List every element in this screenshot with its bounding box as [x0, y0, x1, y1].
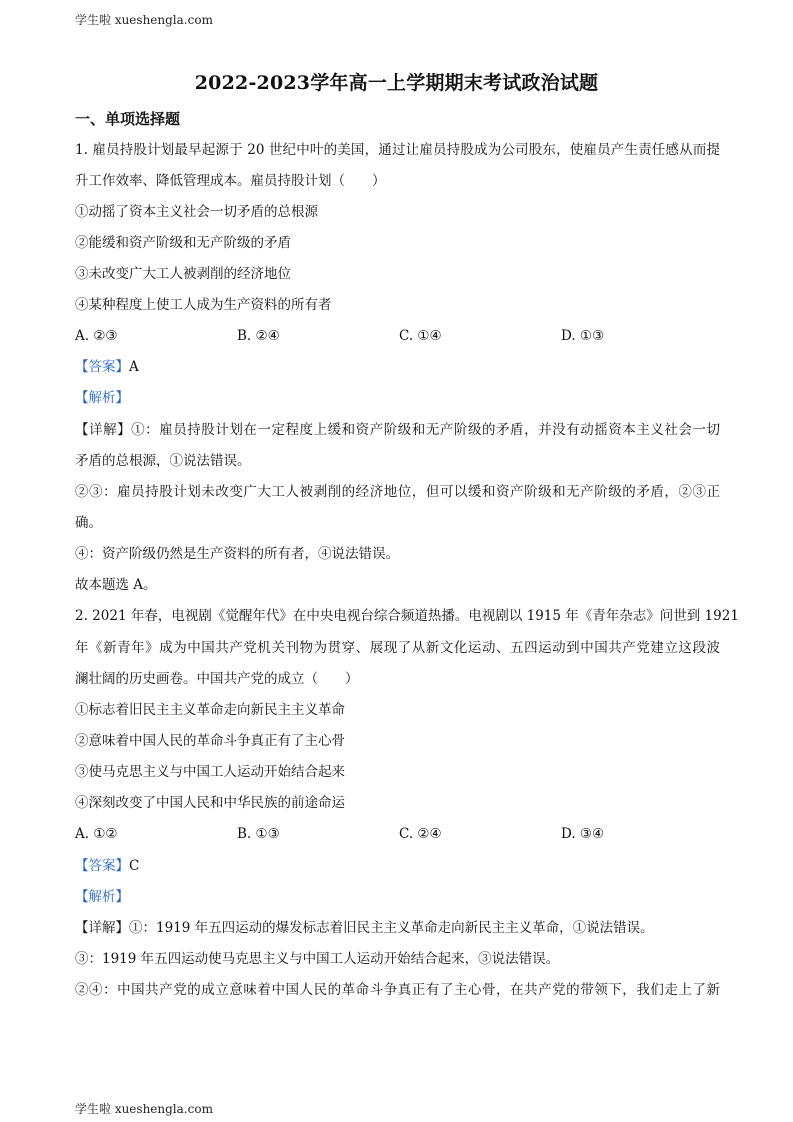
q2-option-a: A. ①② [75, 826, 118, 842]
q1-answer [75, 357, 720, 377]
q1-analysis-label: 【解析】 [75, 390, 129, 406]
q2-statement-2: ②意味着中国人民的革命斗争真正有了主心骨 [75, 733, 345, 749]
q2-option-d: D. ③④ [561, 826, 605, 842]
q2-analysis-tag [75, 887, 720, 907]
q1-statement-4: ④某种程度上使工人成为生产资料的所有者 [75, 297, 332, 313]
q1-option-a: A. ②③ [75, 328, 118, 344]
q1-statement-3: ③未改变广大工人被剥削的经济地位 [75, 266, 291, 282]
section-heading: 一、单项选择题 [75, 110, 181, 128]
q2-answer-value: C [129, 858, 140, 874]
q1-detail-line-2: 矛盾的总根源，①说法错误。 [75, 453, 251, 469]
q1-detail-line-1 [75, 420, 720, 440]
q2-option-c: C. ②④ [399, 826, 442, 842]
document-title: 2022-2023学年高一上学期期末考试政治试题 [194, 72, 599, 94]
page-header-site: 学生啦 xueshengla.com [75, 13, 213, 27]
q2-stem-line-1: 2. 2021 年春，电视剧《觉醒年代》在中央电视台综合频道热播。电视剧以 1915 年《青年杂志》问世到 1921 [75, 608, 739, 624]
q2-statement-3: ③使马克思主义与中国工人运动开始结合起来 [75, 764, 345, 780]
q2-answer-tag: 【答案】 [75, 858, 129, 874]
q1-detail-line-5: ④：资产阶级仍然是生产资料的所有者，④说法错误。 [75, 546, 399, 562]
q1-statement-1: ①动摇了资本主义社会一切矛盾的总根源 [75, 204, 318, 220]
q1-detail-text-1: ①：雇员持股计划在一定程度上缓和资产阶级和无产阶级的矛盾，并没有动摇资本主义社会一切 [131, 422, 721, 438]
q2-options [75, 824, 720, 844]
q1-answer-value: A [129, 359, 139, 375]
q1-detail-tag: 【详解】 [75, 422, 132, 438]
q2-answer [75, 856, 720, 876]
q2-detail-line-3: ②④：中国共产党的成立意味着中国人民的革命斗争真正有了主心骨，在共产党的带领下，我们走上了新 [75, 982, 720, 998]
q1-statement-2: ②能缓和资产阶级和无产阶级的矛盾 [75, 235, 291, 251]
q1-conclusion: 故本题选 A。 [75, 577, 157, 593]
q2-detail-line-2: ③：1919 年五四运动使马克思主义与中国工人运动开始结合起来，③说法错误。 [75, 951, 560, 967]
q1-options [75, 326, 720, 346]
q1-detail-line-4: 确。 [75, 515, 102, 531]
q1-analysis-tag [75, 388, 720, 408]
q2-statement-1: ①标志着旧民主主义革命走向新民主主义革命 [75, 702, 345, 718]
q2-analysis-label: 【解析】 [75, 889, 129, 905]
q1-stem-line-2: 升工作效率、降低管理成本。雇员持股计划（ ） [75, 173, 386, 189]
q2-detail-line-1 [75, 918, 720, 938]
q2-statement-4: ④深刻改变了中国人民和中华民族的前途命运 [75, 795, 345, 811]
q2-detail-tag: 【详解】 [75, 920, 129, 936]
q2-stem-line-2: 年《新青年》成为中国共产党机关刊物为贯穿、展现了从新文化运动、五四运动到中国共产党建立这段波 [75, 640, 720, 656]
q1-detail-line-3: ②③：雇员持股计划未改变广大工人被剥削的经济地位，但可以缓和资产阶级和无产阶级的矛盾，②③正 [75, 484, 720, 500]
q2-option-b: B. ①③ [237, 826, 280, 842]
page-footer-site: 学生啦 xueshengla.com [75, 1102, 213, 1116]
q1-option-d: D. ①③ [561, 328, 605, 344]
q2-stem-line-3: 澜壮阔的历史画卷。中国共产党的成立（ ） [75, 671, 359, 687]
q2-detail-text-1: ①：1919 年五四运动的爆发标志着旧民主主义革命走向新民主主义革命，①说法错误。 [129, 920, 654, 936]
q1-answer-tag: 【答案】 [75, 359, 129, 375]
q1-stem-line-1: 1. 雇员持股计划最早起源于 20 世纪中叶的美国，通过让雇员持股成为公司股东，使雇员产生责任感从而提 [75, 142, 720, 158]
q1-option-b: B. ②④ [237, 328, 280, 344]
q1-option-c: C. ①④ [399, 328, 442, 344]
